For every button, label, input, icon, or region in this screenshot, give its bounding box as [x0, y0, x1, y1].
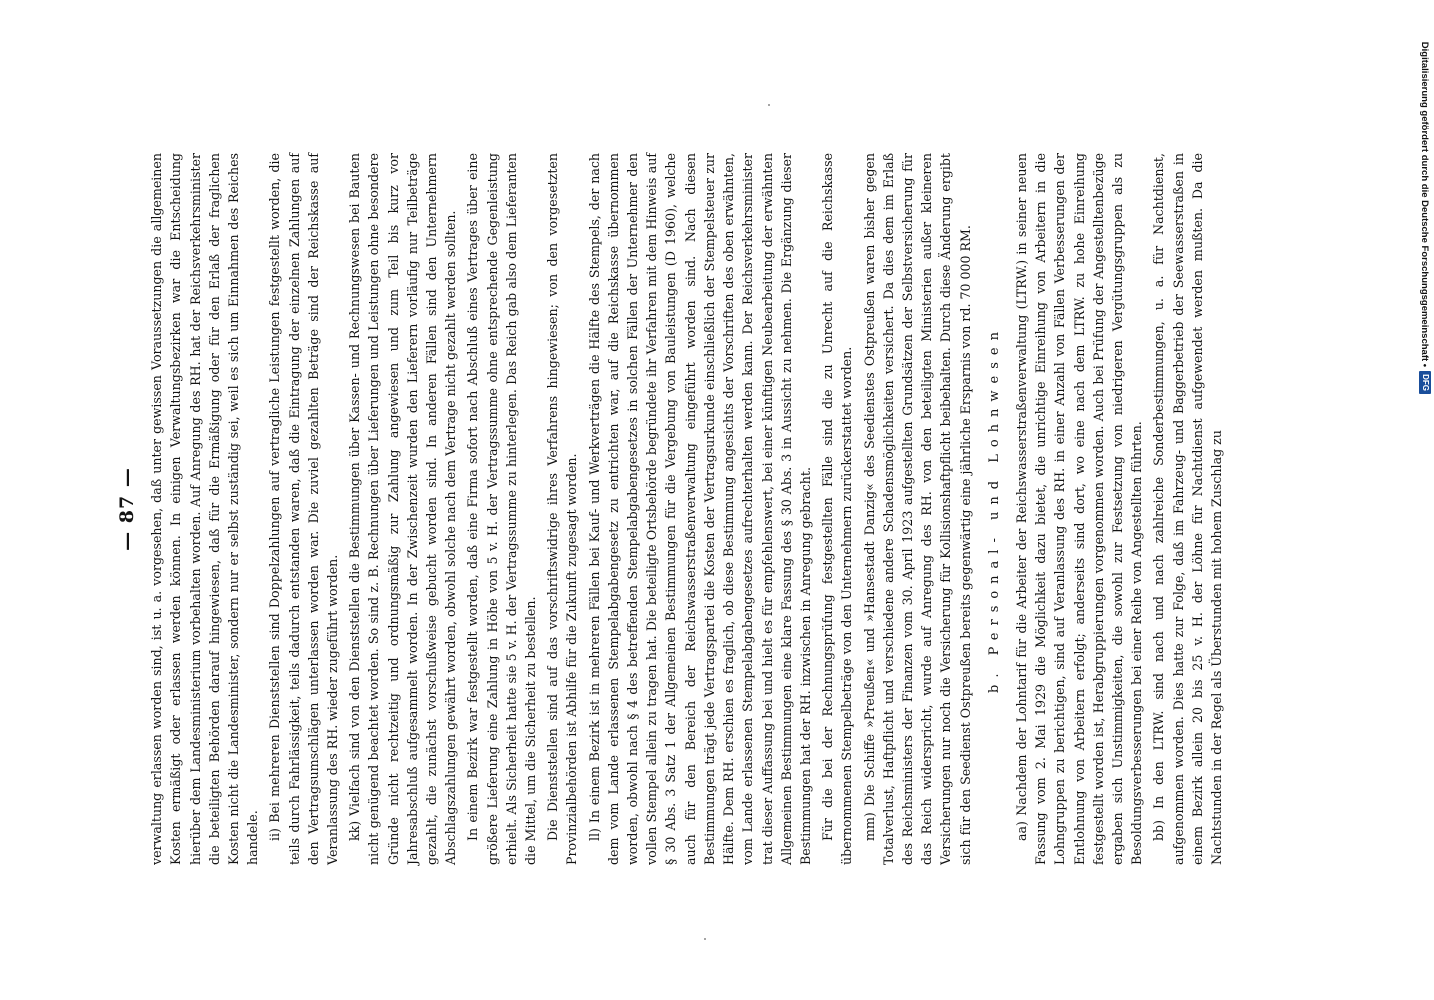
scan-speck [704, 938, 706, 940]
rotated-page-text [116, 153, 1224, 865]
paragraph: In einem Bezirk war festgestellt worden, daß eine Firma sofort nach Abschluß eines Vertrages über eine größere Lieferung eine Zahlung in Höhe von 5 v. H. der Vertragssumme ohne entsprechende Gegenleistung erhielt. Als Sicherheit hatte sie 5 v. H. der Vertragssumme zu hinterlegen. Das Reich gab also dem Lieferanten die Mittel, um die Sicherheit zu bestellen. [465, 153, 539, 865]
section-heading: b. Personal- und Lohnwesen [986, 325, 1002, 693]
paragraph: kk) Vielfach sind von den Dienststellen die Bestimmungen über Kassen- und Rechnungswesen bei Bauten nicht genügend beachtet worden. So sind z. B. Rechnungen über Lieferungen und Leistungen ohne besondere Gründe nicht rechtzeitig und ordnungsmäßig zur Zahlung angewiesen und zum Teil bis kurz vor Jahresabschluß aufgesammelt worden. In der Zwischenzeit wurden den Lieferern vorläufig nur Teilbeträge gezahlt, die zunächst vorschußweise gebucht worden sind. In anderen Fällen sind den Unternehmern Abschlagszahlungen gewährt worden, obwohl solche nach dem Vertrage nicht gezahlt werden sollten. [347, 153, 459, 865]
paragraph: ii) Bei mehreren Dienststellen sind Doppelzahlungen auf vertragliche Leistungen festgestellt worden, die teils durch Fahrlässigkeit, teils dadurch entstanden waren, daß die Eintragung der einzelnen Zahlungen auf den Vertragsumschlägen unterlassen worden war. Die zuviel gezahlten Beträge sind der Reichskasse auf Veranlassung des RH. wieder zugeführt worden. [267, 153, 341, 865]
paragraph: Für die bei der Rechnungsprüfung festgestellten Fälle sind die zu Unrecht auf die Reichskasse übernommenen Stempelbeträge von den Unternehmern zurückerstattet worden. [820, 153, 855, 865]
paragraph: Die Dienststellen sind auf das vorschriftswidrige ihres Verfahrens hingewiesen; von den vorgesetzten Provinzialbehörden ist Abhilfe für die Zukunft zugesagt worden. [545, 153, 580, 865]
scan-speck [768, 104, 770, 106]
credit-text: Digitalisierung gefördert durch die Deutsche Forschungsgemeinschaft • [1419, 41, 1431, 368]
paragraph: verwaltung erlassen worden sind, ist u. a. vorgesehen, daß unter gewissen Voraussetzungen die allgemeinen Kosten ermäßigt oder erlassen werden können. In einigen Verwaltungsbezirken war die Entscheidung hierüber dem Landesministerium vorbehalten worden. Auf Anregung des RH. hat der Reichsverkehrsminister die beteiligten Behörden darauf hingewiesen, daß für die Ermäßigung oder für den Erlaß der fraglichen Kosten nicht die Landesminister, sondern nur er selbst zuständig sei, weil es sich um Einnahmen des Reiches handele. [149, 153, 261, 865]
paragraph: aa) Nachdem der Lohntarif für die Arbeiter der Reichswasserstraßenverwaltung (LTRW.) in seiner neuen Fassung vom 2. Mai 1929 die Möglichkeit dazu bietet, die unrichtige Einreihung von Arbeitern in die Lohngruppen zu berichtigen, sind auf Veranlassung des RH. in einer Anzahl von Fällen Verbesserungen der Entlohnung von Arbeitern erfolgt; anderseits sind dort, wo eine nach dem LTRW. zu hohe Einreihung festgestellt worden ist, Herabgruppierungen vorgenommen worden. Auch bei Prüfung der Angestelltenbezüge ergaben sich Unstimmigkeiten, die sowohl zur Festsetzung von niedrigeren Vergütungsgruppen als zu Besoldungsverbesserungen bei einer Reihe von Angestellten führten. [1013, 153, 1145, 865]
paragraph: mm) Die Schiffe »Preußen« und »Hansestadt Danzig« des Seedienstes Ostpreußen waren bisher gegen Totalverlust, Haftpflicht und verschiedene andere Schadensmöglichkeiten versichert. Da dies dem im Erlaß des Reichsministers der Finanzen vom 30. April 1923 aufgestellten Grundsätzen der Selbstversicherung für das Reich widerspricht, wurde auf Anregung des RH. von den beteiligten Ministerien außer kleineren Versicherungen nur noch die Versicherung für Kollisionshaftpflicht beibehalten. Durch diese Änderung ergibt sich für den Seedienst Ostpreußen bereits gegenwärtig eine jährliche Ersparnis von rd. 70 000 RM. [861, 153, 973, 865]
paragraph: ll) In einem Bezirk ist in mehreren Fällen bei Kauf- und Werkverträgen die Hälfte des Stempels, der nach dem vom Lande erlassenen Stempelabgabengesetz zu entrichten war, auf die Reichskasse übernommen worden, obwohl nach § 4 des betreffenden Stempelabgabengesetzes in solchen Fällen der Unternehmer den vollen Stempel allein zu tragen hat. Die beteiligte Ortsbehörde begründete ihr Verfahren mit dem Hinweis auf § 30 Abs. 3 Satz 1 der Allgemeinen Bestimmungen für die Vergebung von Bauleistungen (D 1960), welche auch für den Bereich der Reichswasserstraßenverwaltung eingeführt worden sind. Nach diesen Bestimmungen trägt jede Vertragspartei die Kosten der Vertragsurkunde einschließlich der Stempelsteuer zur Hälfte. Dem RH. erschien es fraglich, ob diese Bestimmung angesichts der Vorschriften des oben erwähnten, vom Lande erlassenen Stempelabgabengesetzes aufrechterhalten werden kann. Der Reichsverkehrsminister trat dieser Auffassung bei und hielt es für empfehlenswert, bei einer künftigen Neubearbeitung der erwähnten Allgemeinen Bestimmungen eine klare Fassung des § 30 Abs. 3 in Aussicht zu nehmen. Die Ergänzung dieser Bestimmungen hat der RH. inzwischen in Anregung gebracht. [586, 153, 813, 865]
page-number: — 87 — [116, 467, 138, 551]
dfg-logo: DFG [1419, 371, 1431, 394]
paragraph: bb) In den LTRW. sind nach und nach zahlreiche Sonderbestimmungen, u. a. für Nachtdienst, aufgenommen worden. Dies hatte zur Folge, daß im Fahrzeug- und Baggerbetrieb der Seewasserstraßen in einem Bezirk allein 20 bis 25 v. H. der Löhne für Nachtdienst aufgewendet werden mußten. Da die Nachtstunden in der Regel als Überstunden mit hohem Zuschlag zu [1151, 153, 1224, 865]
dfg-credit [1418, 6, 1432, 394]
